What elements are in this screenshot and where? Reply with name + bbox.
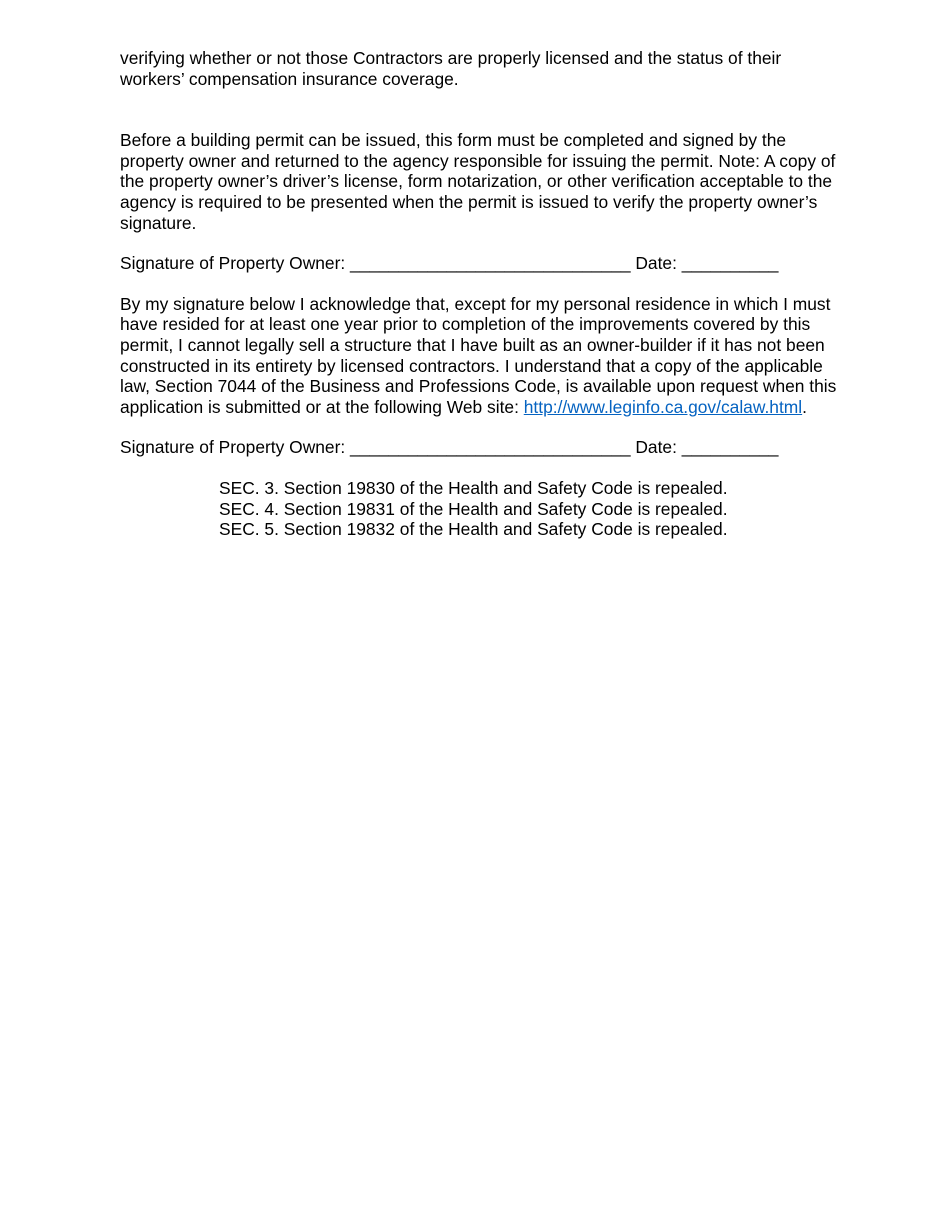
- section-line: SEC. 4. Section 19831 of the Health and Safety Code is repealed.: [219, 498, 728, 519]
- section-line: SEC. 5. Section 19832 of the Health and Safety Code is repealed.: [219, 519, 728, 540]
- acknowledgment-paragraph: [120, 294, 845, 418]
- section-line: SEC. 3. Section 19830 of the Health and Safety Code is repealed.: [219, 477, 728, 498]
- repealed-sections: [219, 478, 845, 540]
- link-trailing-period: .: [802, 396, 807, 417]
- acknowledgment-text: By my signature below I acknowledge that, except for my personal residence in which I must have resided for at least one year prior to completion of the improvements covered by this permit, I cannot legally sell a structure that I have built as an owner-builder if it has not been constructed in its entirety by licensed contractors. I understand that a copy of the applicable law, Section 7044 of the Business and Professions Code, is available upon request when this application is submitted or at the following Web site:: [120, 293, 837, 417]
- leginfo-link[interactable]: http://www.leginfo.ca.gov/calaw.html: [523, 396, 803, 417]
- signature-line-1: Signature of Property Owner: _____________________________ Date: __________: [120, 253, 779, 274]
- document-page: [120, 48, 845, 540]
- permit-paragraph: Before a building permit can be issued, this form must be completed and signed by the property owner and returned to the agency responsible for issuing the permit. Note: A copy of the property owner’s driver’s license, form notarization, or other verification acceptable to the agency is required to be presented when the permit is issued to verify the property owner’s signature.: [120, 130, 836, 233]
- signature-line-2: Signature of Property Owner: _____________________________ Date: __________: [120, 437, 779, 458]
- intro-paragraph: verifying whether or not those Contractors are properly licensed and the status of their workers’ compensation insurance coverage.: [120, 48, 782, 89]
